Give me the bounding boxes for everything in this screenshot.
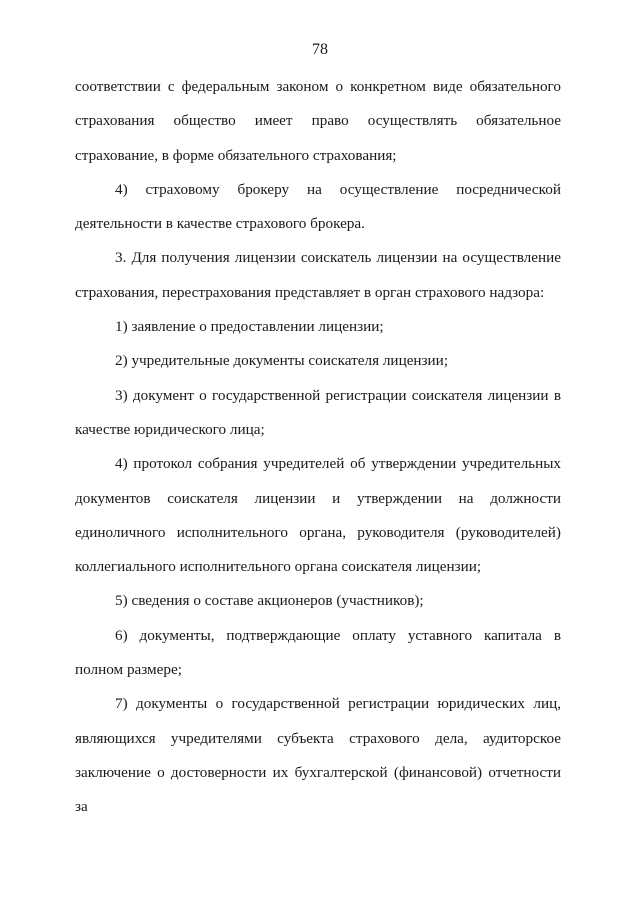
paragraph-item-1: 1) заявление о предоставлении лицензии; — [115, 318, 384, 336]
paragraph-item-4: 4) протокол собрания учредителей об утверждении учредительных документов соискателя лицензии и утверждении на должности единоличного исполнительного органа, руководителя (руководителей) коллегиального исполнительного органа соискателя лицензии; — [75, 455, 561, 576]
paragraph-item-3: 3) документ о государственной регистрации соискателя лицензии в качестве юридического лица; — [75, 386, 561, 438]
paragraph-item-5: 5) сведения о составе акционеров (участников); — [115, 592, 424, 610]
paragraph-item-broker: 4) страховому брокеру на осуществление посреднической деятельности в качестве страхового брокера. — [75, 180, 561, 233]
paragraph-item-6: 6) документы, подтверждающие оплату уставного капитала в полном размере; — [75, 626, 561, 679]
page-number: 78 — [312, 41, 328, 58]
paragraph-continuation: соответствии с федеральным законом о конкретном виде обязательного страхования общество имеет право осуществлять обязательное страхование, в форме обязательного страхования; — [75, 78, 561, 164]
document-body — [75, 70, 561, 825]
paragraph-item-2: 2) учредительные документы соискателя лицензии; — [115, 352, 449, 370]
paragraph-section-3: 3. Для получения лицензии соискатель лицензии на осуществление страхования, перестрахования представляет в орган страхового надзора: — [75, 249, 561, 301]
paragraph-item-7: 7) документы о государственной регистрации юридических лиц, являющихся учредителями субъекта страхового дела, аудиторское заключение о достоверности их бухгалтерской (финансовой) отчетности за — [75, 695, 561, 816]
